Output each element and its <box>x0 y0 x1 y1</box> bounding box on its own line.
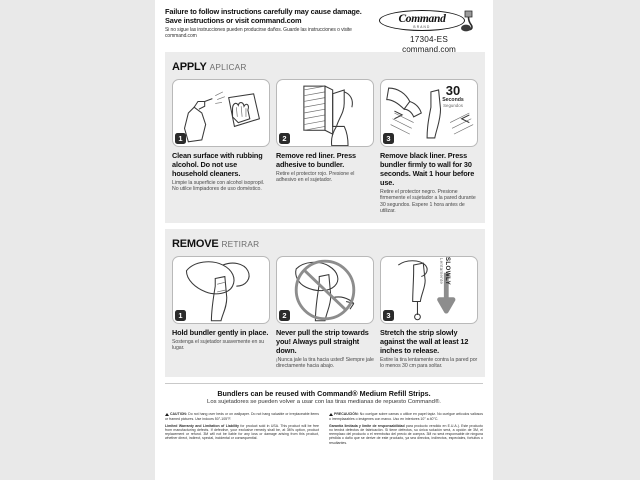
caution-en <box>165 412 319 421</box>
hold-bundler-icon <box>173 257 269 323</box>
remove-step-3-es: Estire la tira lentamente contra la pared por lo menos 30 cm para soltar. <box>380 356 478 370</box>
brand-block <box>373 7 485 54</box>
apply-step-3-number: 3 <box>383 133 394 144</box>
apply-step-1-number: 1 <box>175 133 186 144</box>
timer-number: 30 <box>445 83 461 98</box>
slowly-text-en: SLOWLY <box>444 256 451 285</box>
apply-step-3-illustration <box>380 79 478 147</box>
apply-step-1-en: Clean surface with rubbing alcohol. Do not use household cleaners. <box>172 151 263 178</box>
apply-step-2-text <box>276 151 374 184</box>
apply-title-es: APLICAR <box>209 62 247 72</box>
remove-step-1-text <box>172 328 270 352</box>
remove-step-3-number: 3 <box>383 310 394 321</box>
remove-title-en: REMOVE <box>172 237 219 250</box>
header-warning-block <box>165 7 373 48</box>
remove-step-2-illustration <box>276 256 374 324</box>
apply-steps <box>172 79 478 215</box>
apply-step-3-en: Remove black liner. Press bundler firmly to wall for 30 seconds. Wait 1 hour before use. <box>380 151 475 187</box>
spray-bottle-and-cloth-icon <box>173 80 269 146</box>
item-code: 17304-ES <box>409 35 449 44</box>
apply-step-1-text <box>172 151 270 193</box>
remove-step-2-es: ¡Nunca jale la tira hacia usted! Siempre jale directamente hacia abajo. <box>276 356 374 370</box>
instruction-sheet <box>155 0 493 480</box>
caution-es <box>329 412 483 421</box>
caution-es-body: No cuelgue sobre camas o utilice en papel tapiz. No cuelgue artículos valiosos o irremplazables o imágenes con marco. Uso en interiores 10° a 40°C. <box>329 412 483 421</box>
slowly-text-es: Lentamente <box>439 257 444 284</box>
apply-heading <box>172 57 478 75</box>
caution-en-title: CAUTION: <box>170 412 188 417</box>
remove-step-1-number: 1 <box>175 310 186 321</box>
caution-en-body: Do not hang over beds or on wallpaper. Do not hang valuable or irreplaceable items or framed pictures. Use indoors 50°-105°F. <box>165 412 319 421</box>
logo-wordmark: Command <box>398 13 446 25</box>
reuse-banner <box>155 384 493 409</box>
fine-print <box>155 409 493 453</box>
apply-step-2-en: Remove red liner. Press adhesive to bundler. <box>276 151 356 169</box>
apply-step-3-text <box>380 151 478 215</box>
warning-text-en: Failure to follow instructions carefully may cause damage. Save instructions or visit command.com <box>165 7 362 25</box>
warranty-en <box>165 424 319 441</box>
do-not-pull-toward-you-icon <box>277 257 373 323</box>
remove-step-3-text <box>380 328 478 370</box>
remove-heading <box>172 234 478 252</box>
warranty-es <box>329 424 483 445</box>
remove-step-3 <box>380 256 478 370</box>
warning-triangle-icon-es <box>329 413 333 416</box>
stretch-strip-down-icon <box>381 257 477 323</box>
remove-step-3-slowly-label <box>439 256 451 297</box>
apply-title-en: APPLY <box>172 61 207 73</box>
remove-step-1-illustration <box>172 256 270 324</box>
remove-step-2-en: Never pull the strip towards you! Always pull straight down. <box>276 327 369 355</box>
apply-step-3 <box>380 79 478 215</box>
remove-step-2-text <box>276 328 374 370</box>
remove-panel <box>165 229 485 378</box>
apply-panel <box>165 52 485 223</box>
remove-step-1-en: Hold bundler gently in place. <box>172 327 269 337</box>
caution-es-title: PRECAUCIÓN: <box>334 412 359 417</box>
remove-step-3-en: Stretch the strip slowly against the wall at least 12 inches to release. <box>380 327 469 355</box>
hook-icon <box>459 8 477 33</box>
remove-step-2 <box>276 256 374 370</box>
apply-step-2 <box>276 79 374 215</box>
remove-step-1 <box>172 256 270 370</box>
apply-step-1-es: Limpie la superficie con alcohol isopropil. No utilce limpiadores de uso doméstico. <box>172 180 265 193</box>
website-text: command.com <box>402 45 456 54</box>
timer-unit-es: Segundos <box>443 103 463 108</box>
timer-unit-en: Seconds <box>442 97 464 103</box>
warning-triangle-icon <box>165 413 169 416</box>
apply-step-3-es: Retire el protector negro. Presione firmemente el sujetador a la pared durante 30 segundos. Espere 1 hora antes de utilizar. <box>380 189 476 215</box>
warning-text-es: Si no sigue las instrucciones pueden producirse daños. Guarde las instrucciones o visite command.com <box>165 26 352 39</box>
red-liner-removal-icon <box>277 80 373 146</box>
warranty-es-title: Garantía limitada y límite de responsabilidad <box>329 423 405 428</box>
warranty-en-title: Limited Warranty and Limitation of Liability <box>165 423 239 428</box>
apply-step-1 <box>172 79 270 215</box>
reuse-text-es: Los sujetadores se pueden volver a usar con las tiras medianas de repuesto Command®. <box>207 399 441 406</box>
fine-print-spanish-column <box>329 412 483 447</box>
remove-step-2-number: 2 <box>279 310 290 321</box>
warranty-es-body: para producto vendido en E.U.A.). Este producto no tendrá defectos de fabricación. Si tiene defectos, su única solución será, a opción de 3M, el reemplazo del producto o el reembolso del precio de compra. 3M no será responsable de ninguna pérdida o daño que se derive de este producto, ya sea directos, indirectos, especiales, fortuitos o resultantes. <box>329 423 483 445</box>
remove-steps <box>172 256 478 370</box>
sheet-header <box>155 0 493 52</box>
remove-step-1-es: Sostenga el sujetador suavemente en su lugar. <box>172 338 265 352</box>
logo-brand-sub: BRAND <box>413 24 431 29</box>
remove-step-3-illustration <box>380 256 478 324</box>
remove-title-es: RETIRAR <box>221 238 260 249</box>
reuse-text-en: Bundlers can be reused with Command® Medium Refill Strips. <box>217 389 431 399</box>
apply-step-2-illustration <box>276 79 374 147</box>
apply-step-2-number: 2 <box>279 133 290 144</box>
apply-step-2-es: Retire el protector rojo. Presione el adhesivo en el sujetador. <box>276 171 355 184</box>
apply-step-3-timer-callout <box>433 84 473 108</box>
warranty-en-body: for product sold in USA. This product will be free from manufacturing defects. If defective, your exclusive remedy shall be, at 3M's option, product replacement or refund. 3M will not be liable for any loss or damage arising from this product, whether direct, indirect, special, incidental or consequential. <box>165 423 319 441</box>
fine-print-english-column <box>165 412 319 447</box>
command-logo <box>373 8 485 34</box>
apply-step-1-illustration <box>172 79 270 147</box>
